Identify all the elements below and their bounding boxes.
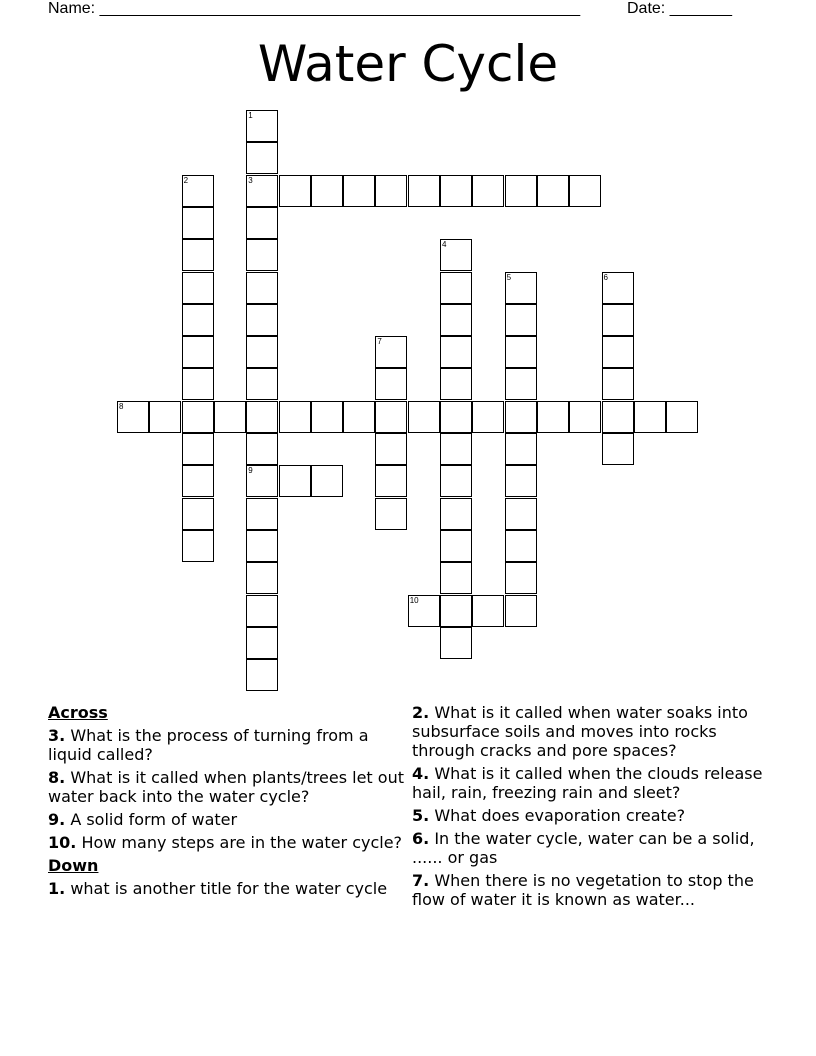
crossword-cell[interactable]: [569, 401, 601, 433]
crossword-cell[interactable]: [375, 433, 407, 465]
crossword-cell[interactable]: [505, 465, 537, 497]
crossword-cell[interactable]: [182, 272, 214, 304]
crossword-cell[interactable]: [408, 595, 440, 627]
clue-text: What does evaporation create?: [434, 806, 686, 825]
crossword-cell[interactable]: [408, 401, 440, 433]
crossword-cell[interactable]: [182, 498, 214, 530]
clue-text: What is it called when plants/trees let out water back into the water cycle?: [48, 768, 404, 806]
clue-down-2: [412, 703, 772, 760]
clue-text: In the water cycle, water can be a solid, ...... or gas: [412, 829, 755, 867]
crossword-cell[interactable]: [505, 401, 537, 433]
crossword-cell[interactable]: [569, 175, 601, 207]
clue-text: What is it called when water soaks into subsurface soils and moves into rocks through cracks and pore spaces?: [412, 703, 748, 760]
clue-across-8: [48, 768, 408, 806]
crossword-cell[interactable]: [246, 498, 278, 530]
crossword-cell[interactable]: [375, 175, 407, 207]
crossword-cell[interactable]: [602, 336, 634, 368]
crossword-cell[interactable]: [375, 368, 407, 400]
crossword-cell[interactable]: [279, 465, 311, 497]
crossword-cell[interactable]: [505, 498, 537, 530]
crossword-cell[interactable]: [182, 368, 214, 400]
crossword-cell[interactable]: [246, 272, 278, 304]
clue-number: 5.: [412, 806, 430, 825]
crossword-cell[interactable]: [472, 401, 504, 433]
crossword-cell[interactable]: [246, 207, 278, 239]
clue-down-4: [412, 764, 772, 802]
crossword-cell[interactable]: [246, 659, 278, 691]
clue-text: What is it called when the clouds release hail, rain, freezing rain and sleet?: [412, 764, 763, 802]
crossword-cell[interactable]: [246, 595, 278, 627]
crossword-cell[interactable]: [440, 175, 472, 207]
clue-number-label: 8: [119, 401, 124, 411]
crossword-cell[interactable]: [440, 627, 472, 659]
crossword-cell[interactable]: [182, 401, 214, 433]
crossword-cell[interactable]: [246, 175, 278, 207]
crossword-cell[interactable]: [246, 433, 278, 465]
crossword-cell[interactable]: [246, 401, 278, 433]
across-heading: Across: [48, 703, 108, 722]
date-field[interactable]: Date: _______: [627, 0, 732, 17]
clue-number: 3.: [48, 726, 66, 745]
clue-number-label: 2: [183, 175, 189, 185]
crossword-cell[interactable]: [375, 498, 407, 530]
crossword-cell[interactable]: [505, 562, 537, 594]
crossword-cell[interactable]: [246, 142, 278, 174]
clue-number: 10.: [48, 833, 77, 852]
crossword-cell[interactable]: [505, 595, 537, 627]
crossword-cell[interactable]: [472, 595, 504, 627]
crossword-cell[interactable]: [343, 401, 375, 433]
crossword-cell[interactable]: [440, 336, 472, 368]
clue-number: 7.: [412, 871, 430, 890]
crossword-cell[interactable]: [602, 433, 634, 465]
crossword-cell[interactable]: [246, 336, 278, 368]
crossword-cell[interactable]: [537, 175, 569, 207]
clue-across-3: [48, 726, 408, 764]
crossword-cell[interactable]: [440, 595, 472, 627]
crossword-cell[interactable]: [279, 175, 311, 207]
crossword-cell[interactable]: [602, 272, 634, 304]
clues-left-column: [48, 703, 408, 902]
clue-number-label: 1: [248, 111, 253, 120]
crossword-cell[interactable]: [117, 401, 149, 433]
crossword-cell[interactable]: [440, 530, 472, 562]
crossword-cell[interactable]: [279, 401, 311, 433]
crossword-cell[interactable]: [602, 304, 634, 336]
crossword-cell[interactable]: [182, 433, 214, 465]
clue-number: 1.: [48, 879, 66, 898]
crossword-cell[interactable]: [440, 498, 472, 530]
clue-number: 4.: [412, 764, 430, 783]
crossword-cell[interactable]: [311, 465, 343, 497]
crossword-cell[interactable]: [246, 239, 278, 271]
crossword-cell[interactable]: [214, 401, 246, 433]
clue-number-label: 10: [409, 595, 419, 605]
crossword-cell[interactable]: [246, 627, 278, 659]
clue-text: A solid form of water: [70, 810, 238, 829]
crossword-cell[interactable]: [343, 175, 375, 207]
clue-down-6: [412, 829, 772, 867]
clue-across-9: [48, 810, 408, 829]
crossword-cell[interactable]: [246, 465, 278, 497]
clue-down-1: [48, 879, 408, 898]
crossword-cell[interactable]: [408, 175, 440, 207]
crossword-cell[interactable]: [182, 530, 214, 562]
crossword-cell[interactable]: [537, 401, 569, 433]
crossword-cell[interactable]: [505, 336, 537, 368]
clue-across-10: [48, 833, 408, 852]
crossword-cell[interactable]: [182, 304, 214, 336]
crossword-cell[interactable]: [602, 401, 634, 433]
clue-number: 8.: [48, 768, 66, 787]
crossword-cell[interactable]: [440, 304, 472, 336]
clue-number-label: 6: [603, 272, 608, 282]
crossword-cell[interactable]: [505, 433, 537, 465]
crossword-cell[interactable]: [440, 272, 472, 304]
crossword-cell[interactable]: [246, 562, 278, 594]
crossword-cell[interactable]: [505, 530, 537, 562]
crossword-cell[interactable]: [246, 304, 278, 336]
crossword-cell[interactable]: [246, 530, 278, 562]
crossword-cell[interactable]: [602, 368, 634, 400]
clue-number: 9.: [48, 810, 66, 829]
crossword-cell[interactable]: [440, 465, 472, 497]
crossword-cell[interactable]: [182, 336, 214, 368]
crossword-cell[interactable]: [375, 465, 407, 497]
crossword-cell[interactable]: [182, 207, 214, 239]
clue-down-5: [412, 806, 772, 825]
crossword-cell[interactable]: [182, 239, 214, 271]
clue-number-label: 9: [248, 466, 253, 476]
clue-number-label: 7: [377, 337, 382, 347]
crossword-cell[interactable]: [182, 465, 214, 497]
crossword-cell[interactable]: [375, 336, 407, 368]
crossword-cell[interactable]: [246, 110, 278, 142]
clues-right-column: [412, 703, 772, 913]
crossword-cell[interactable]: [505, 175, 537, 207]
crossword-cell[interactable]: [440, 368, 472, 400]
crossword-cell[interactable]: [440, 239, 472, 271]
crossword-cell[interactable]: [666, 401, 698, 433]
clue-text: How many steps are in the water cycle?: [81, 833, 403, 852]
clue-text: What is the process of turning from a liquid called?: [48, 726, 369, 764]
clue-text: what is another title for the water cycle: [70, 879, 388, 898]
crossword-cell[interactable]: [375, 401, 407, 433]
crossword-cell[interactable]: [246, 368, 278, 400]
crossword-cell[interactable]: [149, 401, 181, 433]
page-title: Water Cycle: [257, 35, 559, 93]
crossword-cell[interactable]: [311, 175, 343, 207]
clue-text: When there is no vegetation to stop the flow of water it is known as water...: [412, 871, 754, 909]
crossword-cell[interactable]: [505, 304, 537, 336]
clue-number: 2.: [412, 703, 430, 722]
crossword-cell[interactable]: [634, 401, 666, 433]
crossword-cell[interactable]: [472, 175, 504, 207]
clue-down-7: [412, 871, 772, 909]
crossword-cell[interactable]: [311, 401, 343, 433]
crossword-cell[interactable]: [440, 401, 472, 433]
crossword-cell[interactable]: [182, 175, 214, 207]
clue-number: 6.: [412, 829, 430, 848]
crossword-cell[interactable]: [440, 433, 472, 465]
crossword-cell[interactable]: [505, 272, 537, 304]
clue-number-label: 3: [248, 175, 253, 185]
clue-number-label: 5: [506, 272, 512, 282]
crossword-cell[interactable]: [505, 368, 537, 400]
crossword-cell[interactable]: [440, 562, 472, 594]
name-field[interactable]: Name: ______________________________________________________: [48, 0, 581, 17]
clue-number-label: 4: [442, 240, 447, 250]
down-heading: Down: [48, 856, 99, 875]
